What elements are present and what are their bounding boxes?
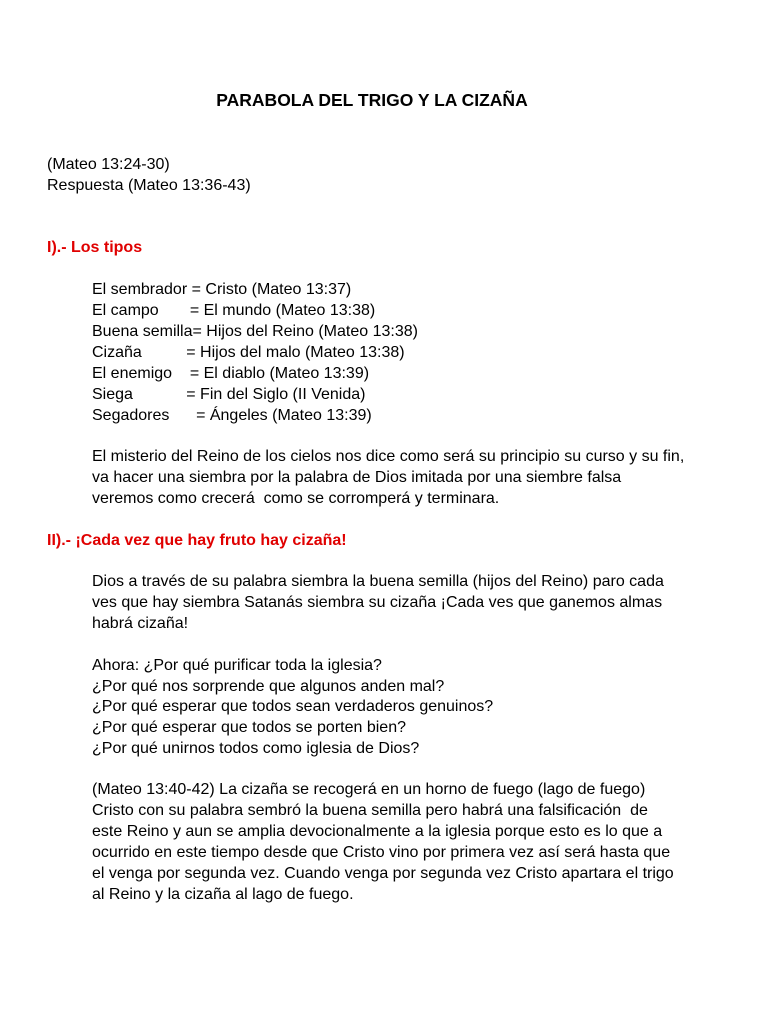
paragraph-line: habrá cizaña!	[92, 615, 189, 632]
type-item: El enemigo = El diablo (Mateo 13:39)	[92, 365, 370, 382]
paragraph-line: ves que hay siembra Satanás siembra su cizaña ¡Cada ves que ganemos almas	[92, 594, 663, 611]
paragraph-line: El misterio del Reino de los cielos nos dice como será su principio su curso y su fin,	[92, 448, 685, 465]
question-line: ¿Por qué esperar que todos se porten bien?	[92, 719, 406, 736]
paragraph-line: Dios a través de su palabra siembra la buena semilla (hijos del Reino) paro cada	[92, 573, 664, 590]
reference-line: Respuesta (Mateo 13:36-43)	[47, 177, 251, 194]
paragraph-line: este Reino y aun se amplia devocionalmente a la iglesia porque esto es lo que a	[92, 823, 663, 840]
paragraph-line: va hacer una siembra por la palabra de Dios imitada por una siembre falsa	[92, 469, 622, 486]
paragraph-line: veremos como crecerá como se corromperá y terminara.	[92, 490, 500, 507]
paragraph-line: el venga por segunda vez. Cuando venga por segunda vez Cristo apartara el trigo	[92, 865, 674, 882]
type-item: El campo = El mundo (Mateo 13:38)	[92, 302, 376, 319]
type-item: Segadores = Ángeles (Mateo 13:39)	[92, 407, 372, 424]
section-heading: II).- ¡Cada vez que hay fruto hay cizaña!	[47, 532, 347, 549]
paragraph-line: Cristo con su palabra sembró la buena semilla pero habrá una falsificación de	[92, 802, 648, 819]
question-line: ¿Por qué esperar que todos sean verdaderos genuinos?	[92, 698, 494, 715]
question-line: ¿Por qué nos sorprende que algunos anden mal?	[92, 678, 445, 695]
reference-line: (Mateo 13:24-30)	[47, 156, 170, 173]
section-heading: I).- Los tipos	[47, 239, 143, 256]
type-item: El sembrador = Cristo (Mateo 13:37)	[92, 281, 352, 298]
question-line: Ahora: ¿Por qué purificar toda la iglesia?	[92, 657, 382, 674]
question-line: ¿Por qué unirnos todos como iglesia de Dios?	[92, 740, 420, 757]
paragraph-line: ocurrido en este tiempo desde que Cristo vino por primera vez así será hasta que	[92, 844, 671, 861]
type-item: Siega = Fin del Siglo (II Venida)	[92, 386, 366, 403]
paragraph-line: (Mateo 13:40-42) La cizaña se recogerá en un horno de fuego (lago de fuego)	[92, 781, 646, 798]
document-title: PARABOLA DEL TRIGO Y LA CIZAÑA	[216, 90, 528, 110]
paragraph-line: al Reino y la cizaña al lago de fuego.	[92, 886, 354, 903]
type-item: Buena semilla= Hijos del Reino (Mateo 13:38)	[92, 323, 418, 340]
type-item: Cizaña = Hijos del malo (Mateo 13:38)	[92, 344, 405, 361]
